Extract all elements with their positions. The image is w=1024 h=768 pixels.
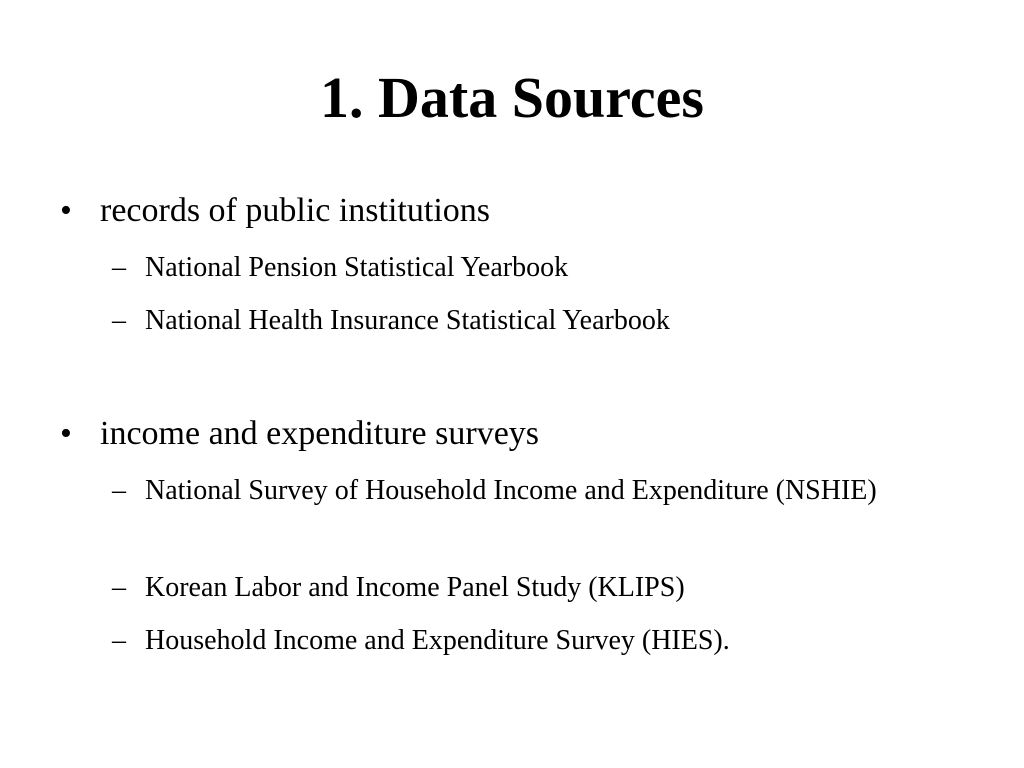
sub-bullet-item: [112, 246, 912, 290]
sub-bullet-text: National Survey of Household Income and Expenditure (NSHIE): [145, 475, 877, 506]
sub-bullet-item: [112, 469, 912, 513]
sub-bullet-text: Household Income and Expenditure Survey (HIES).: [145, 625, 730, 656]
dash-marker: –: [112, 572, 126, 603]
bullet-text: records of public institutions: [100, 192, 491, 229]
sub-bullet-item: [112, 566, 912, 610]
dash-marker: –: [112, 305, 126, 336]
bullet-marker: •: [60, 415, 72, 452]
sub-bullet-text: National Pension Statistical Yearbook: [145, 252, 569, 283]
bullet-marker: •: [60, 192, 72, 229]
dash-marker: –: [112, 252, 126, 283]
sub-bullet-text: Korean Labor and Income Panel Study (KLIPS): [145, 572, 685, 603]
bullet-item: [60, 412, 539, 456]
sub-bullet-item: [112, 619, 912, 663]
sub-bullet-text: National Health Insurance Statistical Yearbook: [145, 305, 670, 336]
dash-marker: –: [112, 475, 126, 506]
dash-marker: –: [112, 625, 126, 656]
sub-bullet-item: [112, 299, 912, 343]
bullet-item: [60, 189, 490, 233]
slide-title: 1. Data Sources: [320, 65, 704, 130]
bullet-text: income and expenditure surveys: [100, 415, 540, 452]
